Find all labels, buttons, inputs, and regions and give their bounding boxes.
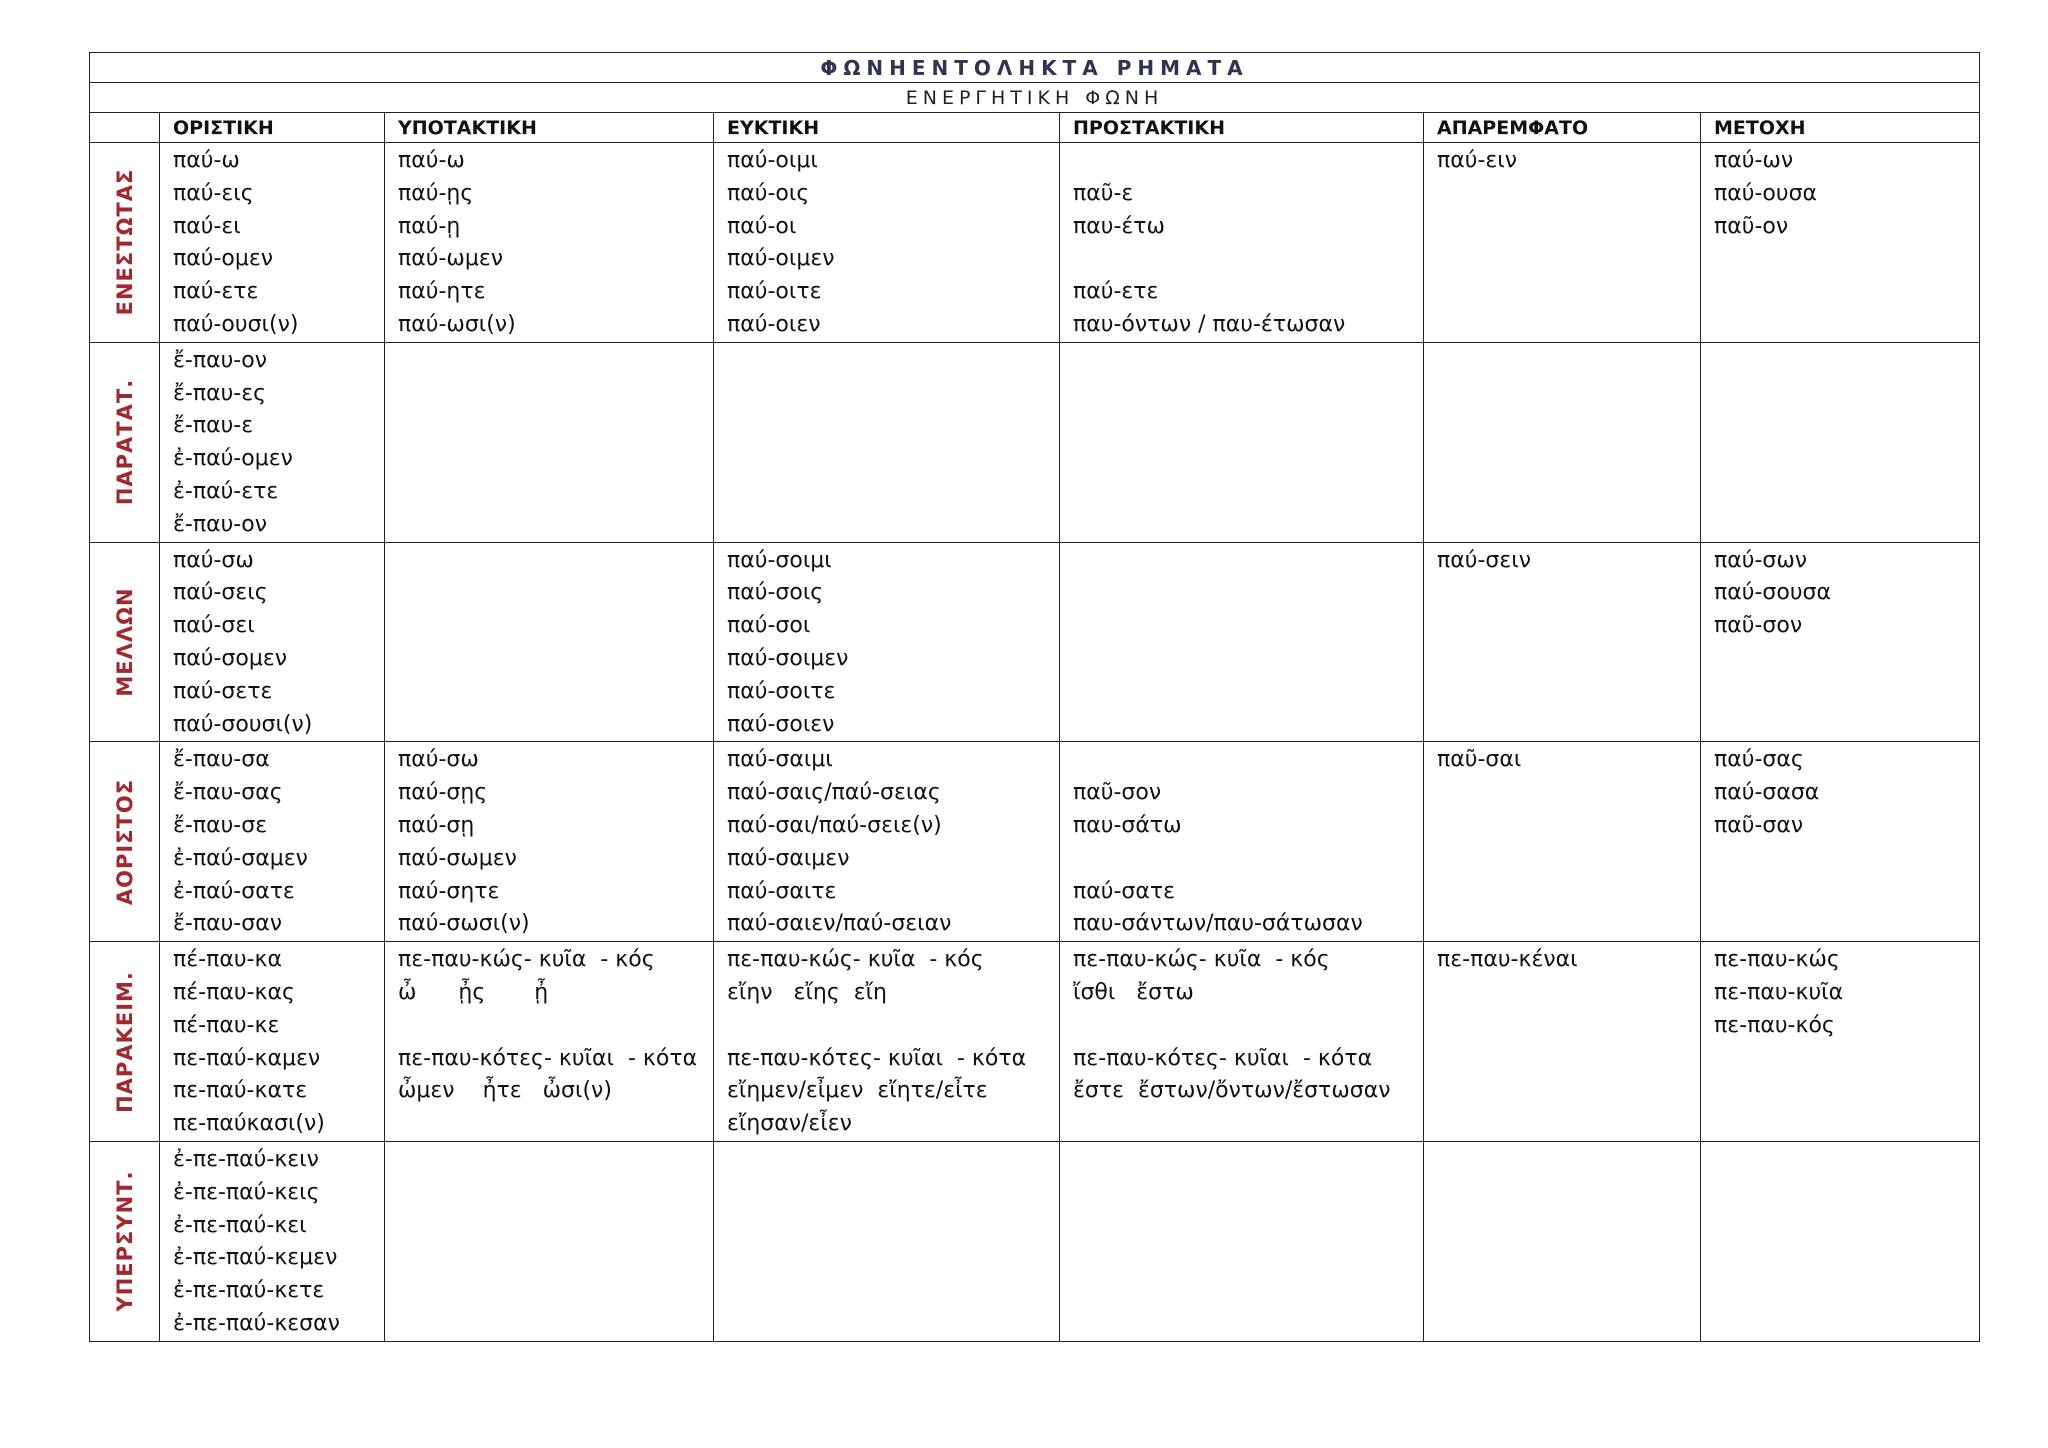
cell-metochi — [1701, 143, 1980, 343]
form-line: παύ-σοις — [727, 580, 824, 606]
form-line: παύ-ων — [1714, 148, 1794, 173]
form-line: παύ-σω — [398, 747, 479, 773]
form-line: εἴημεν/εἶμεν εἴητε/εἶτε — [727, 1078, 988, 1104]
cell-metochi — [1701, 542, 1980, 742]
column-header-ypotaktiki: ΥΠΟΤΑΚΤΙΚΗ — [385, 113, 714, 143]
tense-label: ΠΑΡΑΤΑΤ. — [112, 378, 137, 506]
form-line: παύ-σων — [1714, 547, 1808, 573]
form-line: ἔ-παυ-ον — [173, 511, 267, 537]
tense-row — [90, 742, 1980, 942]
form-line: παυ-όντων / παυ-έτωσαν — [1073, 311, 1346, 337]
form-line: παύ-οιμεν — [727, 246, 835, 272]
form-line: πε-παυ-κώς — [1714, 947, 1840, 973]
form-line: παύ-σετε — [173, 678, 273, 704]
form-line: παύ-ῃς — [398, 180, 474, 206]
cell-oristiki — [160, 1141, 385, 1341]
tense-label: ΠΑΡΑΚΕΙΜ. — [112, 970, 137, 1113]
column-header-oristiki: ΟΡΙΣΤΙΚΗ — [160, 113, 385, 143]
form-line: πε-παυ-κότες- κυῖαι - κότα — [727, 1045, 1027, 1071]
tense-row — [90, 342, 1980, 542]
form-line: παύ-σειν — [1437, 547, 1531, 573]
cell-efktiki — [714, 542, 1060, 742]
cell-prostaktiki — [1060, 143, 1424, 343]
form-line: παύ-ω — [173, 148, 240, 173]
form-line: παύ-σουσα — [1714, 580, 1831, 606]
cell-ypotaktiki — [385, 542, 714, 742]
tense-label-cell — [90, 942, 160, 1142]
form-line: παύ-σαιτε — [727, 878, 837, 904]
cell-prostaktiki — [1060, 942, 1424, 1142]
form-line: παύ-εις — [173, 180, 254, 206]
form-line: παύ-σοιεν — [727, 711, 835, 737]
cell-aparemfato — [1424, 542, 1701, 742]
form-line: παυ-έτω — [1073, 213, 1165, 239]
form-line — [727, 1010, 1059, 1043]
form-line: παύ-σητε — [398, 878, 500, 904]
form-line: ἐ-πε-παύ-κεσαν — [173, 1310, 340, 1336]
form-line: παύ-σει — [173, 613, 255, 639]
form-line: παύ-ουσι(ν) — [173, 311, 299, 337]
form-line: πε-παυ-κότες- κυῖαι - κότα — [398, 1045, 698, 1071]
form-line: ἐ-πε-παύ-κετε — [173, 1278, 325, 1304]
form-line: παύ-σωσι(ν) — [398, 911, 530, 937]
tense-row — [90, 143, 1980, 343]
form-line: παυ-σάντων/παυ-σάτωσαν — [1073, 911, 1363, 937]
tense-row — [90, 542, 1980, 742]
form-line: παύ-σαιμεν — [727, 845, 850, 871]
form-line: παύ-σῃ — [398, 812, 475, 838]
column-header-aparemfato: ΑΠΑΡΕΜΦΑΤΟ — [1424, 113, 1701, 143]
form-line: παύ-ῃ — [398, 213, 461, 239]
form-line: παύ-σωμεν — [398, 845, 517, 871]
tense-label-cell — [90, 742, 160, 942]
cell-metochi — [1701, 942, 1980, 1142]
form-line: παύ-σοιμι — [727, 547, 832, 573]
tense-row — [90, 942, 1980, 1142]
form-line: παῦ-σον — [1073, 780, 1162, 806]
form-line: παύ-οιμι — [727, 148, 818, 173]
conjugation-table — [89, 52, 1980, 1342]
tense-label: ΑΟΡΙΣΤΟΣ — [112, 778, 137, 905]
form-line: παυ-σάτω — [1073, 812, 1182, 838]
tense-label-cell — [90, 542, 160, 742]
form-line: ἐ-πε-παύ-κεμεν — [173, 1245, 338, 1271]
form-line — [1073, 843, 1423, 876]
cell-prostaktiki — [1060, 542, 1424, 742]
cell-efktiki — [714, 1141, 1060, 1341]
form-line: παύ-οι — [727, 213, 797, 239]
form-line: παύ-ωμεν — [398, 246, 504, 272]
form-line: παύ-οις — [727, 180, 810, 206]
corner-cell — [90, 113, 160, 143]
form-line: παύ-σαιμι — [727, 747, 833, 773]
form-line: παύ-σαιεν/παύ-σειαν — [727, 911, 952, 937]
form-line: πε-παυ-κώς- κυῖα - κός — [398, 947, 655, 973]
form-line — [1073, 243, 1423, 276]
form-line: ὦμεν ἦτε ὦσι(ν) — [398, 1078, 612, 1104]
cell-aparemfato — [1424, 143, 1701, 343]
table-title: ΦΩΝΗΕΝΤΟΛΗΚΤΑ ΡΗΜΑΤΑ — [90, 53, 1980, 83]
form-line: πε-παύ-κατε — [173, 1078, 308, 1104]
table-subtitle: ΕΝΕΡΓΗΤΙΚΗ ΦΩΝΗ — [90, 83, 1980, 113]
cell-efktiki — [714, 143, 1060, 343]
form-line: παύ-σαις/παύ-σειας — [727, 780, 941, 806]
cell-prostaktiki — [1060, 742, 1424, 942]
cell-oristiki — [160, 342, 385, 542]
form-line: πε-παύ-καμεν — [173, 1045, 321, 1071]
form-line — [398, 1010, 713, 1043]
form-line: πέ-παυ-κε — [173, 1012, 280, 1038]
form-line: παύ-σομεν — [173, 645, 287, 671]
form-line: ἔ-παυ-σα — [173, 747, 270, 773]
form-line: ἐ-παύ-ετε — [173, 478, 279, 504]
form-line: ἔ-παυ-σαν — [173, 911, 282, 937]
form-line: παύ-ωσι(ν) — [398, 311, 516, 337]
cell-metochi — [1701, 1141, 1980, 1341]
column-header-prostaktiki: ΠΡΟΣΤΑΚΤΙΚΗ — [1060, 113, 1424, 143]
form-line: παύ-σαι/παύ-σειε(ν) — [727, 812, 942, 838]
cell-metochi — [1701, 742, 1980, 942]
form-line: πε-παύκασι(ν) — [173, 1111, 325, 1137]
form-line: παύ-σῃς — [398, 780, 488, 806]
form-line — [1073, 145, 1423, 178]
form-line: παύ-σοιμεν — [727, 645, 849, 671]
form-line: ἐ-παύ-ομεν — [173, 446, 293, 472]
form-line: παύ-ει — [173, 213, 241, 239]
form-line: παῦ-σαν — [1714, 812, 1804, 838]
cell-prostaktiki — [1060, 1141, 1424, 1341]
form-line: παῦ-ον — [1714, 213, 1789, 239]
form-line: πέ-παυ-κα — [173, 947, 282, 973]
form-line: παύ-σουσι(ν) — [173, 711, 313, 737]
form-line: ἔ-παυ-σε — [173, 812, 268, 838]
cell-oristiki — [160, 143, 385, 343]
tense-label-cell — [90, 143, 160, 343]
form-line: παύ-ω — [398, 148, 465, 173]
form-line: παῦ-σαι — [1437, 747, 1522, 773]
form-line: πε-παυ-κός — [1714, 1012, 1835, 1038]
cell-ypotaktiki — [385, 342, 714, 542]
cell-efktiki — [714, 342, 1060, 542]
form-line: παύ-σοι — [727, 613, 811, 639]
tense-label: ΜΕΛΛΩΝ — [112, 587, 137, 697]
form-line: παύ-σατε — [1073, 878, 1175, 904]
tense-row — [90, 1141, 1980, 1341]
form-line: ἐ-παύ-σαμεν — [173, 845, 308, 871]
form-line: ἔστε ἔστων/ὄντων/ἔστωσαν — [1073, 1078, 1391, 1104]
cell-ypotaktiki — [385, 742, 714, 942]
cell-ypotaktiki — [385, 1141, 714, 1341]
form-line: ἔ-παυ-ον — [173, 347, 267, 373]
cell-metochi — [1701, 342, 1980, 542]
column-header-efktiki: ΕΥΚΤΙΚΗ — [714, 113, 1060, 143]
form-line — [1073, 1010, 1423, 1043]
form-line: ἔ-παυ-ες — [173, 380, 267, 406]
column-header-metochi: ΜΕΤΟΧΗ — [1701, 113, 1980, 143]
form-line: παύ-σας — [1714, 747, 1804, 773]
form-line: παύ-ετε — [173, 279, 259, 305]
form-line: παύ-ομεν — [173, 246, 274, 272]
form-line: παύ-ειν — [1437, 148, 1518, 173]
cell-oristiki — [160, 542, 385, 742]
form-line: ἐ-πε-παύ-κειν — [173, 1146, 319, 1172]
cell-aparemfato — [1424, 742, 1701, 942]
column-header-row — [90, 113, 1980, 143]
form-line: ἴσθι ἔστω — [1073, 979, 1194, 1005]
form-line: ἐ-πε-παύ-κει — [173, 1212, 307, 1238]
form-line: παύ-σεις — [173, 580, 268, 606]
form-line: πε-παυ-κώς- κυῖα - κός — [1073, 947, 1330, 973]
cell-aparemfato — [1424, 342, 1701, 542]
tense-label: ΕΝΕΣΤΩΤΑΣ — [112, 169, 137, 316]
form-line: πε-παυ-κότες- κυῖαι - κότα — [1073, 1045, 1373, 1071]
form-line: εἴην εἴης εἴη — [727, 979, 888, 1005]
tense-label-cell — [90, 342, 160, 542]
form-line: παύ-σοιτε — [727, 678, 836, 704]
form-line — [1073, 744, 1423, 777]
form-line: ἔ-παυ-σας — [173, 780, 283, 806]
form-line: παῦ-ε — [1073, 180, 1134, 206]
cell-oristiki — [160, 942, 385, 1142]
form-line: ἐ-πε-παύ-κεις — [173, 1179, 320, 1205]
form-line: παύ-σω — [173, 547, 254, 573]
form-line: παύ-ετε — [1073, 279, 1159, 305]
tense-label: ΥΠΕΡΣΥΝΤ. — [112, 1170, 137, 1312]
form-line: παύ-σασα — [1714, 780, 1820, 806]
cell-prostaktiki — [1060, 342, 1424, 542]
form-line: παύ-ουσα — [1714, 180, 1818, 206]
form-line: παύ-ητε — [398, 279, 486, 305]
form-line: παύ-οιεν — [727, 311, 821, 337]
tense-label-cell — [90, 1141, 160, 1341]
form-line: εἴησαν/εἶεν — [727, 1111, 852, 1137]
form-line: πε-παυ-κέναι — [1437, 947, 1578, 973]
cell-aparemfato — [1424, 1141, 1701, 1341]
cell-aparemfato — [1424, 942, 1701, 1142]
form-line: ἐ-παύ-σατε — [173, 878, 295, 904]
cell-ypotaktiki — [385, 143, 714, 343]
form-line: παῦ-σον — [1714, 613, 1803, 639]
form-line: ὦ ᾖς ᾖ — [398, 979, 549, 1005]
form-line: πε-παυ-κυῖα — [1714, 979, 1844, 1005]
form-line: πέ-παυ-κας — [173, 979, 295, 1005]
form-line: παύ-οιτε — [727, 279, 822, 305]
cell-efktiki — [714, 942, 1060, 1142]
cell-oristiki — [160, 742, 385, 942]
cell-ypotaktiki — [385, 942, 714, 1142]
form-line: πε-παυ-κώς- κυῖα - κός — [727, 947, 984, 973]
form-line: ἔ-παυ-ε — [173, 413, 254, 439]
cell-efktiki — [714, 742, 1060, 942]
